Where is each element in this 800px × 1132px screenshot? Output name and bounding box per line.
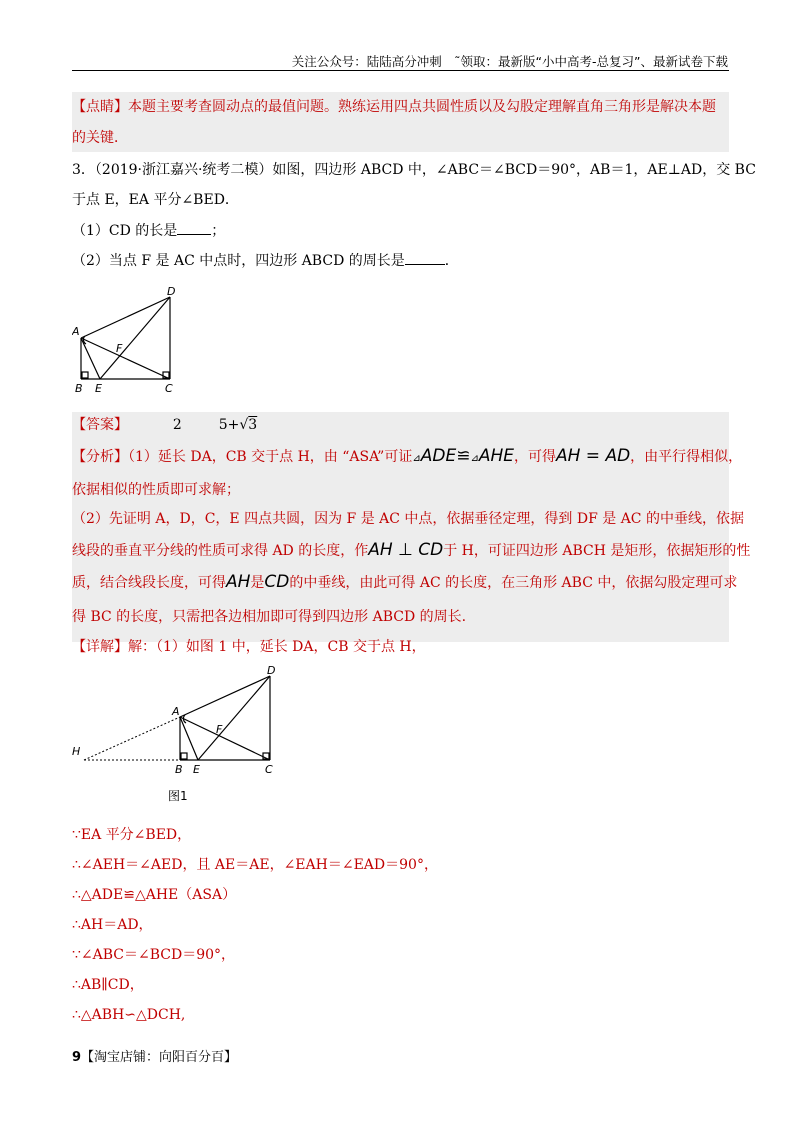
shop-name: 【淘宝店铺：向阳百分百】 <box>81 1050 238 1065</box>
label-C: C <box>165 382 173 395</box>
label-B: B <box>175 763 183 776</box>
step-4: ∴AH＝AD， <box>72 917 153 933</box>
label-F: F <box>116 342 123 355</box>
congruent-symbol: ≌ <box>456 446 471 466</box>
step-7: ∴△ABH∽△DCH, <box>72 1007 186 1023</box>
label-D: D <box>267 664 276 677</box>
triangle-icon: ⊿ <box>412 453 421 464</box>
segment-cd: CD <box>264 572 290 592</box>
equation-ah-ad: AH = AD <box>555 446 631 466</box>
page-number: 9 <box>72 1050 82 1065</box>
sqrt-radicand: 3 <box>248 417 258 433</box>
analysis-line-5 <box>72 572 737 593</box>
detail-intro: 【详解】解：（1）如图 1 中，延长 DA，CB 交于点 H， <box>72 639 426 655</box>
step-3: ∴△ADE≌△AHE（ASA） <box>72 887 237 903</box>
page-footer <box>72 1046 237 1065</box>
dianjing-line-2: 的关键． <box>72 130 128 146</box>
answer-2 <box>219 417 257 433</box>
label-H: H <box>72 745 81 758</box>
analysis-text-5b: 是 <box>250 575 265 591</box>
label-E: E <box>95 382 102 395</box>
step-2: ∴∠AEH＝∠AED，且 AE＝AE，∠EAH＝∠EAD＝90°， <box>72 857 438 873</box>
triangle-ahe: AHE <box>478 446 514 466</box>
question-1-end: ； <box>211 223 226 239</box>
answer-blank-1[interactable] <box>177 220 211 235</box>
triangle-ade: ADE <box>420 446 457 466</box>
analysis-line-4 <box>72 540 750 561</box>
label-C: C <box>265 763 273 776</box>
analysis-line-1 <box>72 446 742 469</box>
figure-caption: 图1 <box>168 789 188 803</box>
answer-line <box>72 415 257 435</box>
label-A: A <box>172 705 180 718</box>
figure-1-extended <box>72 662 280 808</box>
analysis-line-6: 得 BC 的长度，只需把各边相加即可得到四边形 ABCD 的周长. <box>72 609 467 625</box>
label-F: F <box>216 723 223 736</box>
question-1 <box>72 220 225 241</box>
question-1-text: （1）CD 的长是 <box>72 223 178 239</box>
step-1: ∵EA 平分∠BED， <box>72 827 192 843</box>
step-6: ∴AB∥CD， <box>72 977 144 993</box>
page-header: 关注公众号：陆陆高分冲刺 ˜领取：最新版“小中高考-总复习”、最新试卷下载 <box>291 54 728 69</box>
triangle-icon: ⊿ <box>470 453 479 464</box>
answer-1: 2 <box>172 417 182 433</box>
step-5: ∵∠ABC＝∠BCD＝90°， <box>72 947 236 963</box>
analysis-text-5a: 质，结合线段长度，可得 <box>72 575 226 591</box>
label-E: E <box>193 763 200 776</box>
analysis-text-4a: 线段的垂直平分线的性质可求得 AD 的长度，作 <box>72 543 369 559</box>
analysis-text-5c: 的中垂线，由此可得 AC 的长度，在三角形 ABC 中，依据勾股定理可求 <box>289 575 738 591</box>
dianjing-line-1: 【点睛】本题主要考查圆动点的最值问题。熟练运用四点共圆性质以及勾股定理解直角三角形是解决本题 <box>72 99 716 115</box>
answer-2-text: 5+ <box>218 417 240 433</box>
perp-ah-cd: AH ⊥ CD <box>368 540 444 560</box>
problem-line-2: 于点 E，EA 平分∠BED． <box>72 192 239 208</box>
question-2-end: ． <box>444 253 459 269</box>
question-2-text: （2）当点 F 是 AC 中点时，四边形 ABCD 的周长是 <box>72 253 405 269</box>
analysis-text-4b: 于 H，可证四边形 ABCH 是矩形，依据矩形的性 <box>443 543 751 559</box>
label-A: A <box>72 325 80 338</box>
header-rule <box>72 70 729 71</box>
analysis-text-1a: 【分析】（1）延长 DA，CB 交于点 H，由 “ASA”可证 <box>72 449 413 465</box>
analysis-line-3: （2）先证明 A，D，C，E 四点共圆，因为 F 是 AC 中点，依据垂径定理，得到 DF 是 AC 的中垂线，依据 <box>72 511 744 527</box>
analysis-text-1b: ，可得 <box>513 449 556 465</box>
problem-line-1: 3．（2019·浙江嘉兴·统考二模）如图，四边形 ABCD 中，∠ABC＝∠BCD＝90°，AB＝1，AE⊥AD，交 BC <box>72 162 756 178</box>
answer-blank-2[interactable] <box>405 250 445 265</box>
analysis-text-1c: ，由平行得相似， <box>630 449 743 465</box>
label-B: B <box>75 382 83 395</box>
segment-ah: AH <box>226 572 251 592</box>
sqrt-icon: √ <box>239 417 249 433</box>
analysis-line-2: 依据相似的性质即可求解； <box>72 482 240 498</box>
question-2 <box>72 250 459 271</box>
label-D: D <box>167 285 176 298</box>
quadrilateral-figure <box>72 283 182 398</box>
answer-label: 【答案】 <box>72 417 128 433</box>
